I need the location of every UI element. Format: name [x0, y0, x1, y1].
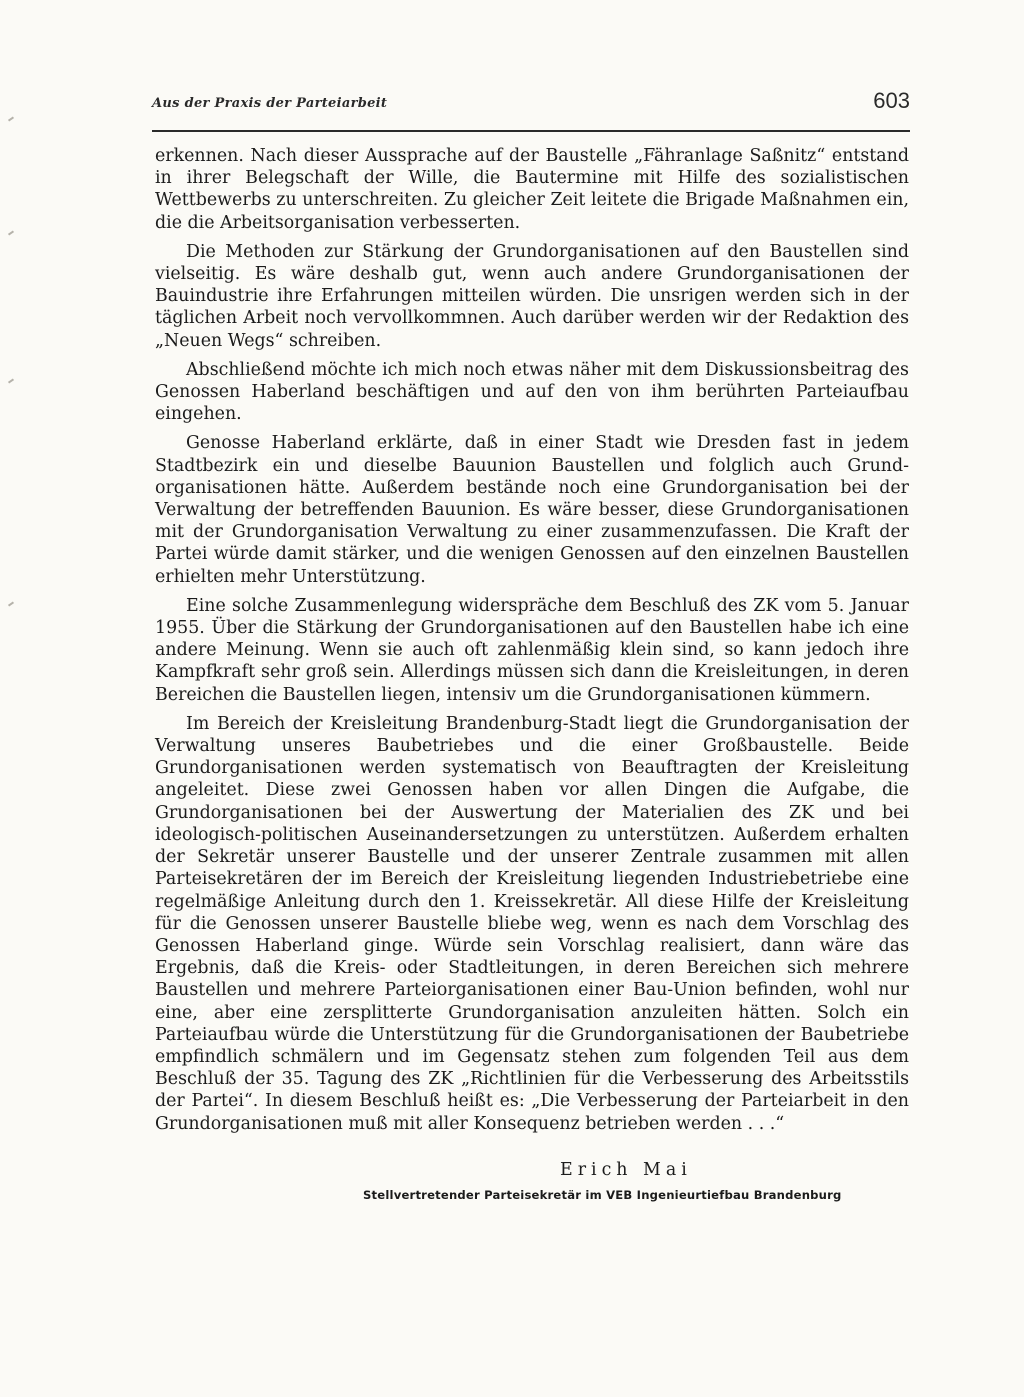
page-number: 603: [873, 88, 910, 113]
page-header: [152, 88, 910, 132]
paragraph: Eine solche Zusammenlegung widerspräche dem Beschluß des ZK vom 5. Januar 1955. Über die Stärkung der Grundorganisationen auf den Baustellen habe ich eine andere Meinung. Wenn sie auch oft zahlenmäßig klein sind, so kann jedoch ihre Kampfkraft sehr groß sein. Allerdings müssen sich dann die Kreisleitungen, in deren Bereichen die Baustellen liegen, intensiv um die Grundorganisationen kümmern.: [155, 595, 909, 705]
paragraph: Im Bereich der Kreisleitung Brandenburg-Stadt liegt die Grundorganisation der Verwaltung unseres Baubetriebes und die einer Großbaustelle. Beide Grundorganisationen werden systematisch von Beauftragten der Kreisleitung angeleitet. Diese zwei Genossen haben vor allen Dingen die Aufgabe, die Grundorganisationen bei der Auswertung der Materialien des ZK und bei ideologisch-politischen Auseinandersetzungen zu unterstützen. Außerdem erhalten der Sekretär unserer Baustelle und der unserer Zentrale zusammen mit allen Parteisekretären der im Bereich der Kreisleitung liegenden Industriebetriebe eine regelmäßige Anleitung durch den 1. Kreissekretär. All diese Hilfe der Kreisleitung für die Genossen unserer Baustelle bliebe weg, wenn es nach dem Vorschlag des Genossen Haberland ginge. Würde sein Vorschlag realisiert, dann wäre das Ergebnis, daß die Kreis- oder Stadtleitungen, in deren Bereichen sich mehrere Baustellen und mehrere Parteiorganisationen einer Bau-Union befinden, wohl nur eine, aber eine zersplitterte Grundorganisation anzuleiten hätten. Solch ein Parteiaufbau würde die Unterstützung für die Grundorganisationen der Baubetriebe empfindlich schmälern und im Gegensatz stehen zum folgenden Teil aus dem Beschluß der 35. Tagung des ZK „Richtlinien für die Verbesserung des Arbeitsstils der Partei“. In diesem Beschluß heißt es: „Die Verbesserung der Parteiarbeit in den Grundorganisationen muß mit aller Konsequenz betrieben werden . . .“: [155, 713, 909, 1134]
margin-speck: [8, 230, 14, 235]
paragraph: erkennen. Nach dieser Aussprache auf der Baustelle „Fähranlage Saßnitz“ entstand in ihrer Belegschaft der Wille, die Bautermine mit Hilfe des sozialistischen Wettbewerbs zu unterschreiten. Zu gleicher Zeit leitete die Brigade Maßnahmen ein, die die Arbeitsorganisation verbesserten.: [155, 146, 909, 233]
margin-speck: [8, 601, 14, 606]
author-affiliation: Stellvertretender Parteisekretär im VEB Ingenieurtiefbau Brandenburg: [363, 1188, 842, 1202]
article-body: [155, 145, 909, 1142]
running-head: Aus der Praxis der Parteiarbeit: [152, 96, 388, 111]
paragraph: Die Methoden zur Stärkung der Grundorganisationen auf den Baustellen sind vielseitig. Es wäre deshalb gut, wenn auch andere Grundorganisationen der Bauindustrie ihre Erfahrungen mitteilen würden. Die unsrigen werden sich in der täglichen Arbeit noch vervollkommnen. Auch darüber werden wir der Redaktion des „Neuen Wegs“ schreiben.: [155, 241, 909, 351]
author-signature: Erich Mai: [560, 1160, 692, 1180]
paragraph: Abschließend möchte ich mich noch etwas näher mit dem Diskussionsbeitrag des Genossen Haberland beschäftigen und auf den von ihm berührten Parteiaufbau eingehen.: [155, 359, 909, 425]
margin-speck: [8, 116, 14, 121]
paragraph: Genosse Haberland erklärte, daß in einer Stadt wie Dresden fast in jedem Stadtbezirk ein und dieselbe Bauunion Baustellen und folglich auch Grundorganisationen hätte. Außerdem bestände noch eine Grundorganisation bei der Verwaltung der betreffenden Bauunion. Es wäre besser, diese Grundorganisationen mit der Grundorganisation Verwaltung zu einer zusammenzufassen. Die Kraft der Partei würde damit stärker, und die wenigen Genossen auf den einzelnen Baustellen erhielten mehr Unterstützung.: [155, 433, 909, 587]
margin-speck: [8, 378, 14, 383]
